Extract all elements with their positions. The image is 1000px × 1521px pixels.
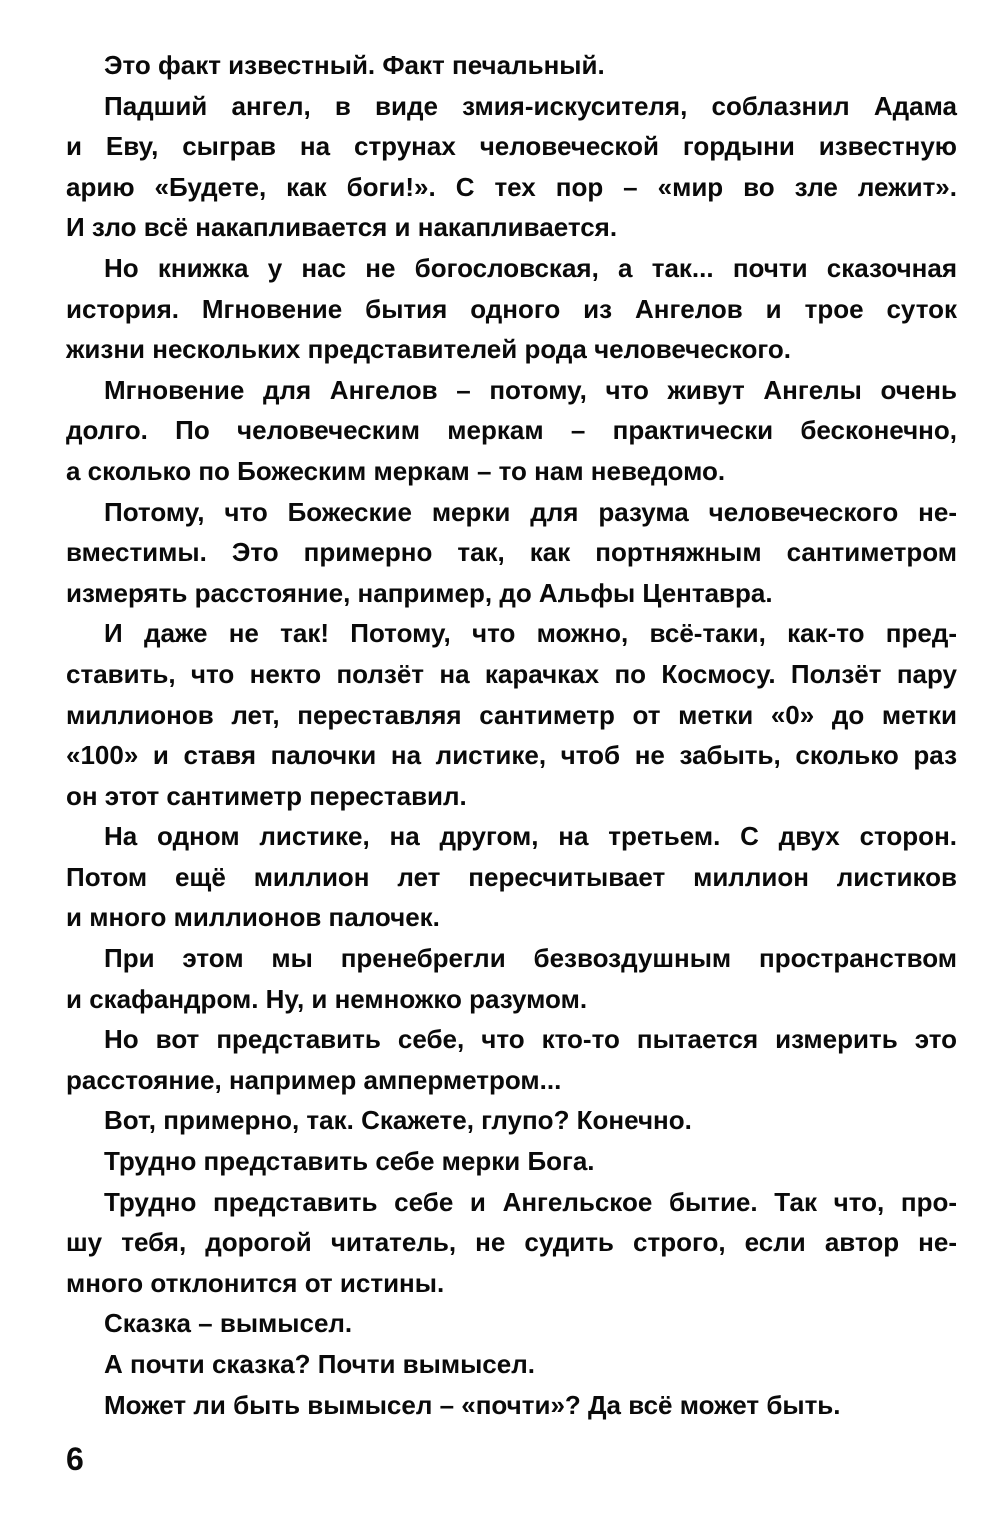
- text-line: миллионов лет, переставляя сантиметр от метки «0» до метки: [66, 699, 957, 730]
- text-line: жизни нескольких представителей рода человеческого.: [66, 334, 791, 365]
- paragraph: [66, 613, 957, 816]
- body-text: [66, 45, 957, 1425]
- text-line: Потому, что Божеские мерки для разума человеческого не-: [104, 496, 957, 527]
- paragraph: [66, 248, 957, 370]
- text-line: он этот сантиметр переставил.: [66, 780, 467, 811]
- text-line: И зло всё накапливается и накапливается.: [66, 212, 618, 243]
- text-line: и Еву, сыграв на струнах человеческой гордыни известную: [66, 131, 957, 162]
- text-line: много отклонится от истины.: [66, 1267, 445, 1298]
- text-line: ставить, что некто ползёт на карачках по Космосу. Ползёт пару: [66, 658, 957, 689]
- text-line: а сколько по Божеским меркам – то нам неведомо.: [66, 455, 726, 486]
- text-line: Вот, примерно, так. Скажете, глупо? Конечно.: [104, 1105, 692, 1136]
- text-line: шу тебя, дорогой читатель, не судить строго, если автор не-: [66, 1227, 957, 1258]
- text-line: арию «Будете, как боги!». С тех пор – «мир во зле лежит».: [66, 171, 957, 202]
- paragraph: [66, 1019, 957, 1100]
- text-line: А почти сказка? Почти вымысел.: [104, 1349, 535, 1379]
- paragraph: [66, 45, 957, 86]
- text-line: Падший ангел, в виде змия-искусителя, соблазнил Адама: [104, 90, 957, 121]
- paragraph: [66, 1303, 957, 1344]
- text-line: Сказка – вымысел.: [104, 1308, 353, 1339]
- text-line: вместимы. Это примерно так, как портняжным сантиметром: [66, 537, 957, 568]
- text-line: И даже не так! Потому, что можно, всё-таки, как-то пред-: [104, 618, 957, 649]
- text-line: На одном листике, на другом, на третьем. С двух сторон.: [104, 821, 957, 852]
- text-line: Трудно представить себе и Ангельское бытие. Так что, про-: [104, 1186, 957, 1217]
- text-line: и скафандром. Ну, и немножко разумом.: [66, 983, 588, 1014]
- paragraph: [66, 938, 957, 1019]
- text-line: расстояние, например амперметром...: [66, 1064, 562, 1095]
- text-line: Но книжка у нас не богословская, а так... почти сказочная: [104, 252, 957, 283]
- paragraph: [66, 370, 957, 492]
- paragraph: [66, 1141, 957, 1182]
- paragraph: [66, 1100, 957, 1141]
- paragraph: [66, 816, 957, 938]
- text-line: Трудно представить себе мерки Бога.: [104, 1146, 595, 1177]
- text-line: Это факт известный. Факт печальный.: [104, 50, 605, 80]
- page-number: 6: [66, 1441, 84, 1477]
- paragraph: [66, 492, 957, 614]
- text-line: Может ли быть вымысел – «почти»? Да всё может быть.: [104, 1389, 841, 1420]
- text-line: история. Мгновение бытия одного из Ангелов и трое суток: [66, 293, 957, 324]
- paragraph: [66, 1385, 957, 1426]
- paragraph: [66, 1344, 957, 1385]
- text-line: Мгновение для Ангелов – потому, что живут Ангелы очень: [104, 374, 957, 405]
- text-line: Потом ещё миллион лет пересчитывает миллион листиков: [66, 861, 957, 892]
- text-line: и много миллионов палочек.: [66, 902, 440, 933]
- text-line: При этом мы пренебрегли безвоздушным пространством: [104, 943, 957, 974]
- text-line: «100» и ставя палочки на листике, чтоб не забыть, сколько раз: [66, 740, 957, 771]
- text-line: Но вот представить себе, что кто-то пытается измерить это: [104, 1024, 957, 1055]
- text-line: измерять расстояние, например, до Альфы Центавра.: [66, 577, 773, 608]
- paragraph: [66, 86, 957, 248]
- paragraph: [66, 1182, 957, 1304]
- text-line: долго. По человеческим меркам – практически бесконечно,: [66, 415, 957, 446]
